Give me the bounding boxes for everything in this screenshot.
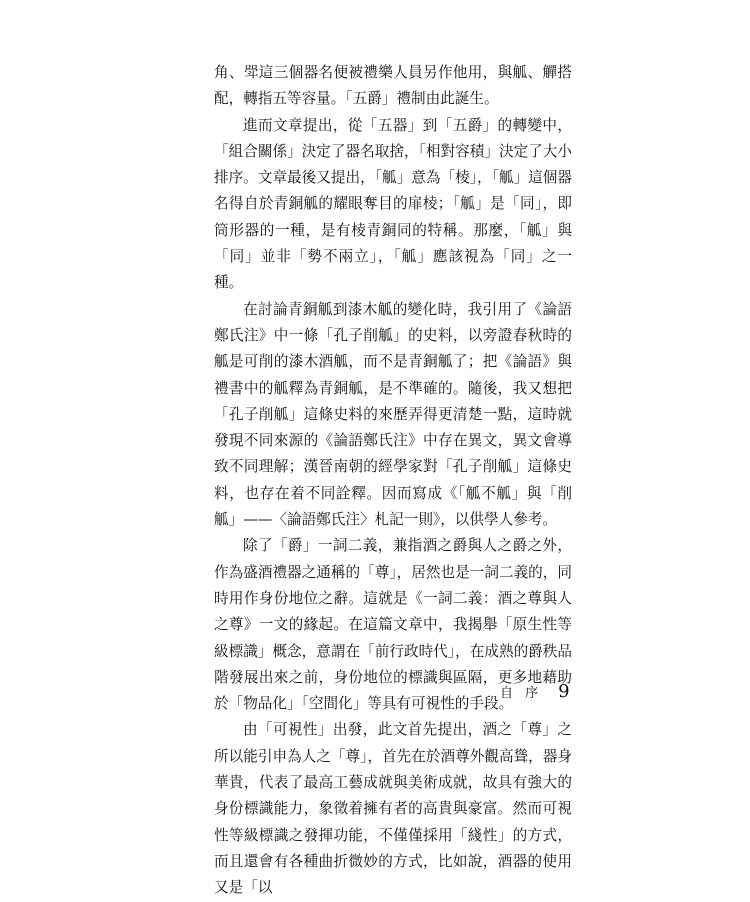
running-head: 自 序: [500, 686, 543, 701]
paragraph: 角、斝這三個器名便被禮樂人員另作他用，與觚、觶搭配，轉指五等容量。「五爵」禮制由此誕生。: [214, 64, 572, 108]
page-footer: [500, 681, 570, 711]
page-number: 9: [558, 681, 570, 702]
paragraph: 由「可視性」出發，此文首先提出，酒之「尊」之所以能引申為人之「尊」，首先在於酒尊外觀高聳，器身華貴，代表了最高工藝成就與美術成就，故具有強大的身份標識能力，象徵着擁有者的高貴與豪富。然而可視性等級標識之發揮功能，不僅僅採用「綫性」的方式，而且還會有各種曲折微妙的方式，比如說，酒器的使用又是「以: [214, 721, 572, 897]
paragraph: 除了「爵」一詞二義，兼指酒之爵與人之爵之外，作為盛酒禮器之通稱的「尊」，居然也是一詞二義的，同時用作身份地位之辭。這就是《一詞二義：酒之尊與人之尊》一文的緣起。在這篇文章中，我揭舉「原生性等級標識」概念，意謂在「前行政時代」，在成熟的爵秩品階發展出來之前，身份地位的標識與區隔，更多地藉助於「物品化」「空間化」等具有可視性的手段。: [214, 537, 572, 713]
page-body: [214, 60, 572, 902]
paragraph: 進而文章提出，從「五器」到「五爵」的轉變中，「組合關係」決定了器名取捨，「相對容積」決定了大小排序。文章最後又提出，「觚」意為「棱」，「觚」這個器名得自於青銅觚的耀眼奪目的扉棱；「觚」是「同」，即筒形器的一種，是有棱青銅同的特稱。那麼，「觚」與「同」並非「勢不兩立」，「觚」應該視為「同」之一種。: [214, 116, 572, 292]
paragraph: 在討論青銅觚到漆木觚的變化時，我引用了《論語鄭氏注》中一條「孔子削觚」的史料，以旁證春秋時的觚是可削的漆木酒觚，而不是青銅觚了；把《論語》與禮書中的觚釋為青銅觚，是不準確的。隨後，我又想把「孔子削觚」這條史料的來歷弄得更清楚一點，這時就發現不同來源的《論語鄭氏注》中存在異文，異文會導致不同理解；漢晉南朝的經學家對「孔子削觚」這條史料，也存在着不同詮釋。因而寫成《「觚不觚」與「削觚」——〈論語鄭氏注〉札記一則》，以供學人參考。: [214, 300, 572, 529]
